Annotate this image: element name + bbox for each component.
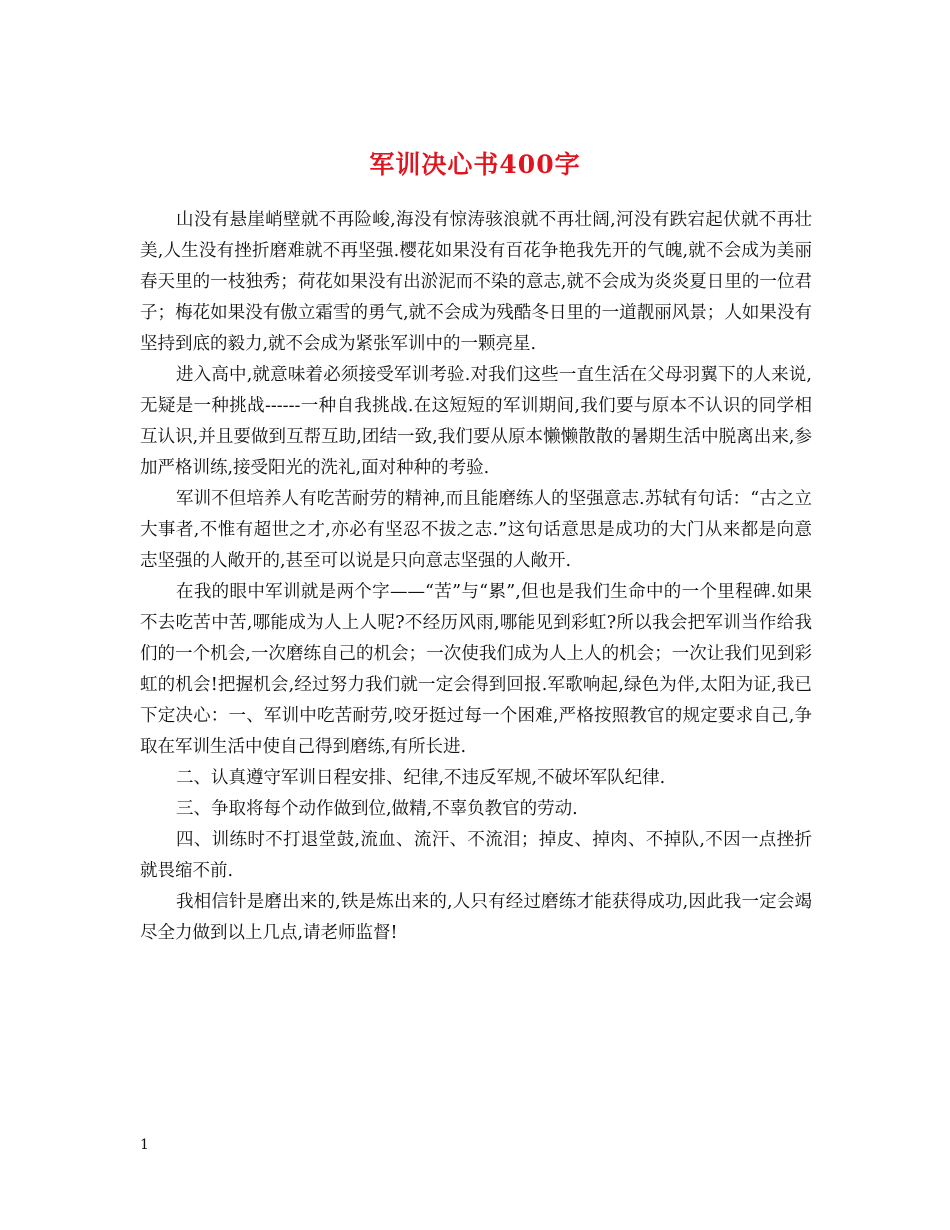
paragraph-5: 二、认真遵守军训日程安排、纪律,不违反军规,不破坏军队纪律. (176, 768, 666, 788)
document-body (140, 205, 812, 949)
document-title: 军训决心书400字 (369, 149, 581, 179)
paragraph-6: 三、争取将每个动作做到位,做精,不辜负教官的劳动. (176, 799, 578, 819)
paragraph-3: 军训不但培养人有吃苦耐劳的精神,而且能磨练人的坚强意志.苏轼有句话：“古之立大事者,不惟有超世之才,亦必有坚忍不拔之志.”这句话意思是成功的大门从来都是向意志坚强的人敞开的,甚至可以说是只向意志坚强的人敞开. (140, 489, 812, 571)
paragraph-1: 山没有悬崖峭壁就不再险峻,海没有惊涛骇浪就不再壮阔,河没有跌宕起伏就不再壮美,人生没有挫折磨难就不再坚强.樱花如果没有百花争艳我先开的气魄,就不会成为美丽春天里的一枝独秀；荷花如果没有出淤泥而不染的意志,就不会成为炎炎夏日里的一位君子；梅花如果没有傲立霜雪的勇气,就不会成为残酷冬日里的一道靓丽风景；人如果没有坚持到底的毅力,就不会成为紧张军训中的一颗亮星. (140, 210, 812, 354)
page-number: 1 (140, 1137, 149, 1153)
paragraph-4: 在我的眼中军训就是两个字——“苦”与“累”,但也是我们生命中的一个里程碑.如果不去吃苦中苦,哪能成为人上人呢?不经历风雨,哪能见到彩虹?所以我会把军训当作给我们的一个机会,一次磨练自己的机会；一次使我们成为人上人的机会；一次让我们见到彩虹的机会!把握机会,经过努力我们就一定会得到回报.军歌响起,绿色为伴,太阳为证,我已下定决心：一、军训中吃苦耐劳,咬牙挺过每一个困难,严格按照教官的规定要求自己,争取在军训生活中使自己得到磨练,有所长进. (140, 582, 812, 757)
paragraph-2: 进入高中,就意味着必须接受军训考验.对我们这些一直生活在父母羽翼下的人来说,无疑是一种挑战------一种自我挑战.在这短短的军训期间,我们要与原本不认识的同学相互认识,并且要做到互帮互助,团结一致,我们要从原本懒懒散散的暑期生活中脱离出来,参加严格训练,接受阳光的洗礼,面对种种的考验. (140, 365, 812, 478)
paragraph-8: 我相信针是磨出来的,铁是炼出来的,人只有经过磨练才能获得成功,因此我一定会竭尽全力做到以上几点,请老师监督! (140, 892, 812, 943)
paragraph-7: 四、训练时不打退堂鼓,流血、流汗、不流泪；掉皮、掉肉、不掉队,不因一点挫折就畏缩不前. (140, 830, 812, 881)
